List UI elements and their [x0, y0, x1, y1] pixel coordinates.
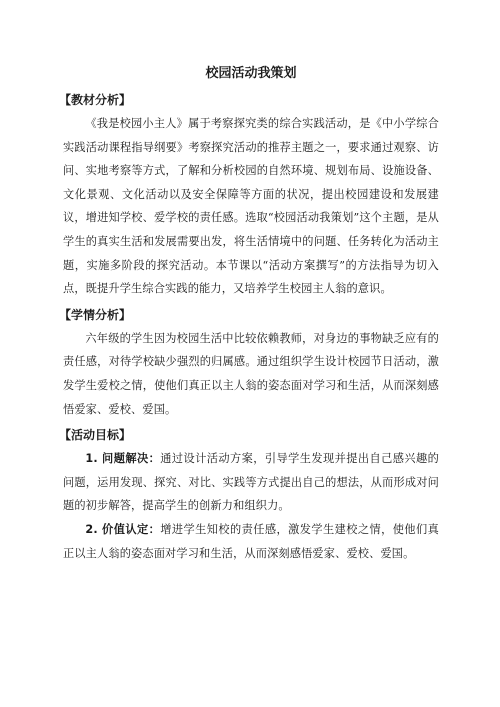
goal-text: 增进学生知校的责任感，激发学生建校之情，使他们真正以主人翁的姿态面对学习和生活，从而深刻感悟爱家、爱校、爱国。: [63, 522, 439, 560]
goal-label: 2. 价值认定：: [85, 522, 161, 536]
section-heading-activity-goals: 【活动目标】: [59, 428, 132, 443]
paragraph-student-analysis: 六年级的学生因为校园生活中比较依赖教师，对身边的事物缺乏应有的责任感，对待学校缺少强烈的归属感。通过组织学生设计校园节日活动，激发学生爱校之情，使他们真正以主人翁的姿态面对学习和生活，从而深刻感悟爱家、爱校、爱国。: [63, 331, 439, 416]
goal-label: 1. 问题解决：: [85, 452, 161, 466]
goal-item-problem-solving: [63, 447, 439, 518]
goal-text: 通过设计活动方案，引导学生发现并提出自己感兴趣的问题，运用发现、探究、对比、实践等方式提出自己的想法，从而形成对问题的初步解答，提高学生的创新力和组织力。: [63, 452, 439, 513]
document-page: [59, 64, 439, 565]
section-heading-textbook-analysis: 【教材分析】: [59, 93, 132, 107]
paragraph-textbook-analysis: 《我是校园小主人》属于考察探究类的综合实践活动，是《中小学综合实践活动课程指导纲要》考察探究活动的推荐主题之一，要求通过观察、访问、实地考察等方式，了解和分析校园的自然环境、规划布局、设施设备、文化景观、文化活动以及安全保障等方面的状况，提出校园建设和发展建议，增进知学校、爱学校的责任感。选取“校园活动我策划”这个主题，是从学生的真实生活和发展需要出发，将生活情境中的问题、任务转化为活动主题，实施多阶段的探究活动。本节课以“活动方案撰写”的方法指导为切入点，既提升学生综合实践的能力，又培养学生校园主人翁的意识。: [63, 117, 439, 296]
document-title: 校园活动我策划: [205, 66, 297, 81]
goal-item-value-recognition: [63, 518, 439, 565]
section-heading-student-analysis: 【学情分析】: [59, 307, 132, 322]
